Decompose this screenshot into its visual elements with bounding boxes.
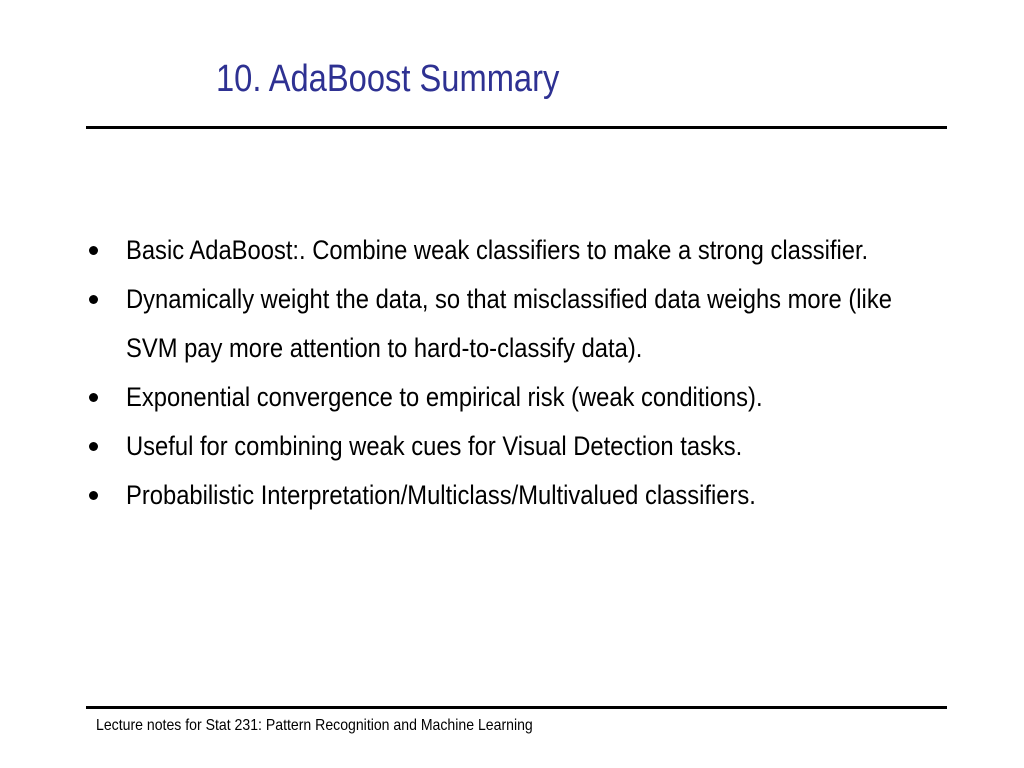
bullet-text: Dynamically weight the data, so that misclassified data weighs more (like SVM pay more attention to hard-to-classify data). [126,284,892,363]
bullet-text: Probabilistic Interpretation/Multiclass/Multivalued classifiers. [126,480,756,510]
bullet-text: Basic AdaBoost:. Combine weak classifiers to make a strong classifier. [126,235,869,265]
bullet-dot-icon [89,295,98,304]
bullet-list [86,226,956,520]
bullet-item [86,275,956,373]
bullet-item [86,373,956,422]
title-divider [86,126,947,129]
bullet-dot-icon [89,393,98,402]
bullet-dot-icon [89,442,98,451]
bullet-text: Exponential convergence to empirical risk (weak conditions). [126,382,763,412]
footer-divider [86,706,947,709]
bullet-item [86,422,956,471]
bullet-dot-icon [89,246,98,255]
bullet-text: Useful for combining weak cues for Visual Detection tasks. [126,431,743,461]
footer-text: Lecture notes for Stat 231: Pattern Recognition and Machine Learning [96,717,533,734]
bullet-item [86,471,956,520]
bullet-item [86,226,956,275]
slide-title: 10. AdaBoost Summary [216,58,560,100]
bullet-dot-icon [89,491,98,500]
